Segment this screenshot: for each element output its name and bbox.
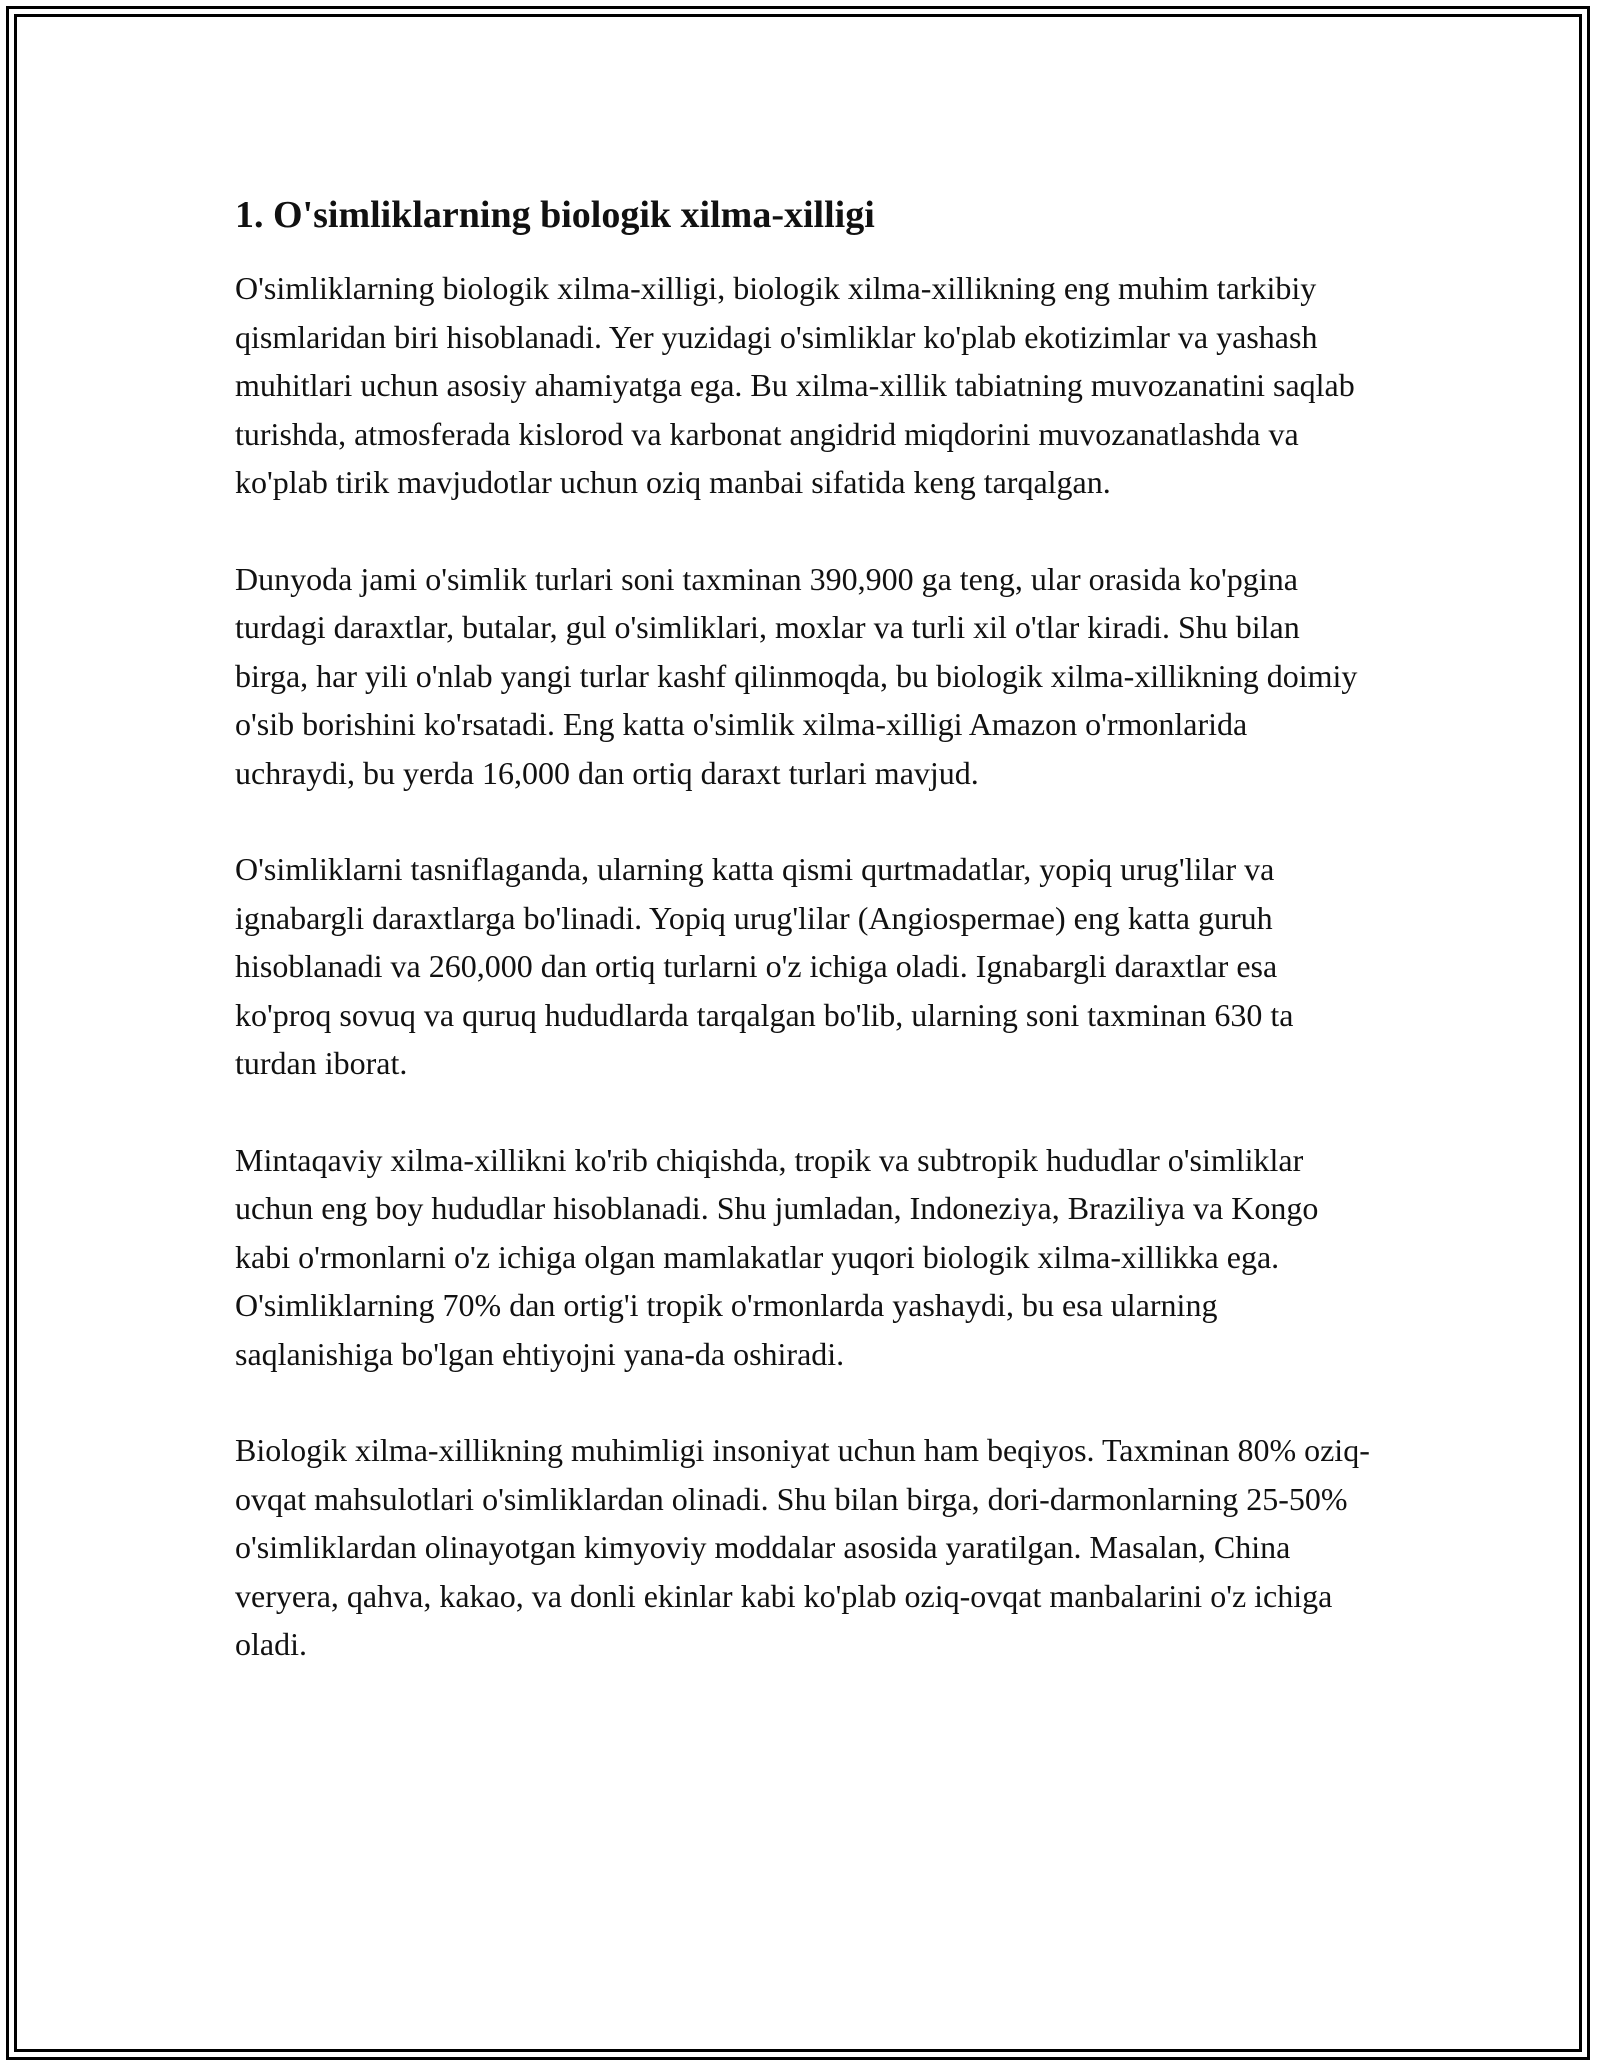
paragraph-1: O'simliklarning biologik xilma-xilligi, biologik xilma-xillikning eng muhim tarkibiy qismlaridan biri hisoblanadi. Yer yuzidagi o'simliklar ko'plab ekotizimlar va yashash muhitlari uchun asosiy ahamiyatga ega. Bu xilma-xillik tabiatning muvozanatini saqlab turishda, atmosferada kislorod va karbonat angidrid miqdorini muvozanatlashda va ko'plab tirik mavjudotlar uchun oziq manbai sifatida keng tarqalgan. [235,270,1355,500]
section-title: 1. O'simliklarning biologik xilma-xilligi [235,194,875,236]
paragraph-2: Dunyoda jami o'simlik turlari soni taxminan 390,900 ga teng, ular orasida ko'pgina turdagi daraxtlar, butalar, gul o'simliklari, moxlar va turli xil o'tlar kiradi. Shu bilan birga, har yili o'nlab yangi turlar kashf qilinmoqda, bu biologik xilma-xillikning doimiy o'sib borishini ko'rsatadi. Eng katta o'simlik xilma-xilligi Amazon o'rmonlarida uchraydi, bu yerda 16,000 dan ortiq daraxt turlari mavjud. [235,560,1358,791]
document-body [235,188,1370,1717]
paragraph-4: Mintaqaviy xilma-xillikni ko'rib chiqishda, tropik va subtropik hududlar o'simliklar uchun eng boy hududlar hisoblanadi. Shu jumladan, Indoneziya, Braziliya va Kongo kabi o'rmonlarni o'z ichiga olgan mamlakatlar yuqori biologik xilma-xillikka ega. O'simliklarning 70% dan ortig'i tropik o'rmonlarda yashaydi, bu esa ularning saqlanishiga bo'lgan ehtiyojni yana-da oshiradi. [235,1141,1319,1372]
paragraph-3: O'simliklarni tasniflaganda, ularning katta qismi qurtmadatlar, yopiq urug'lilar va ignabargli daraxtlarga bo'linadi. Yopiq urug'lilar (Angiospermae) eng katta guruh hisoblanadi va 260,000 dan ortiq turlarni o'z ichiga oladi. Ignabargli daraxtlar esa ko'proq sovuq va quruq hududlarda tarqalgan bo'lib, ularning soni taxminan 630 ta turdan iborat. [235,851,1294,1081]
paragraph-5: Biologik xilma-xillikning muhimligi insoniyat uchun ham beqiyos. Taxminan 80% oziq-ovqat mahsulotlari o'simliklardan olinadi. Shu bilan birga, dori-darmonlarning 25-50% o'simliklardan olinayotgan kimyoviy moddalar asosida yaratilgan. Masalan, China veryera, qahva, kakao, va donli ekinlar kabi ko'plab oziq-ovqat manbalarini o'z ichiga oladi. [235,1432,1370,1662]
